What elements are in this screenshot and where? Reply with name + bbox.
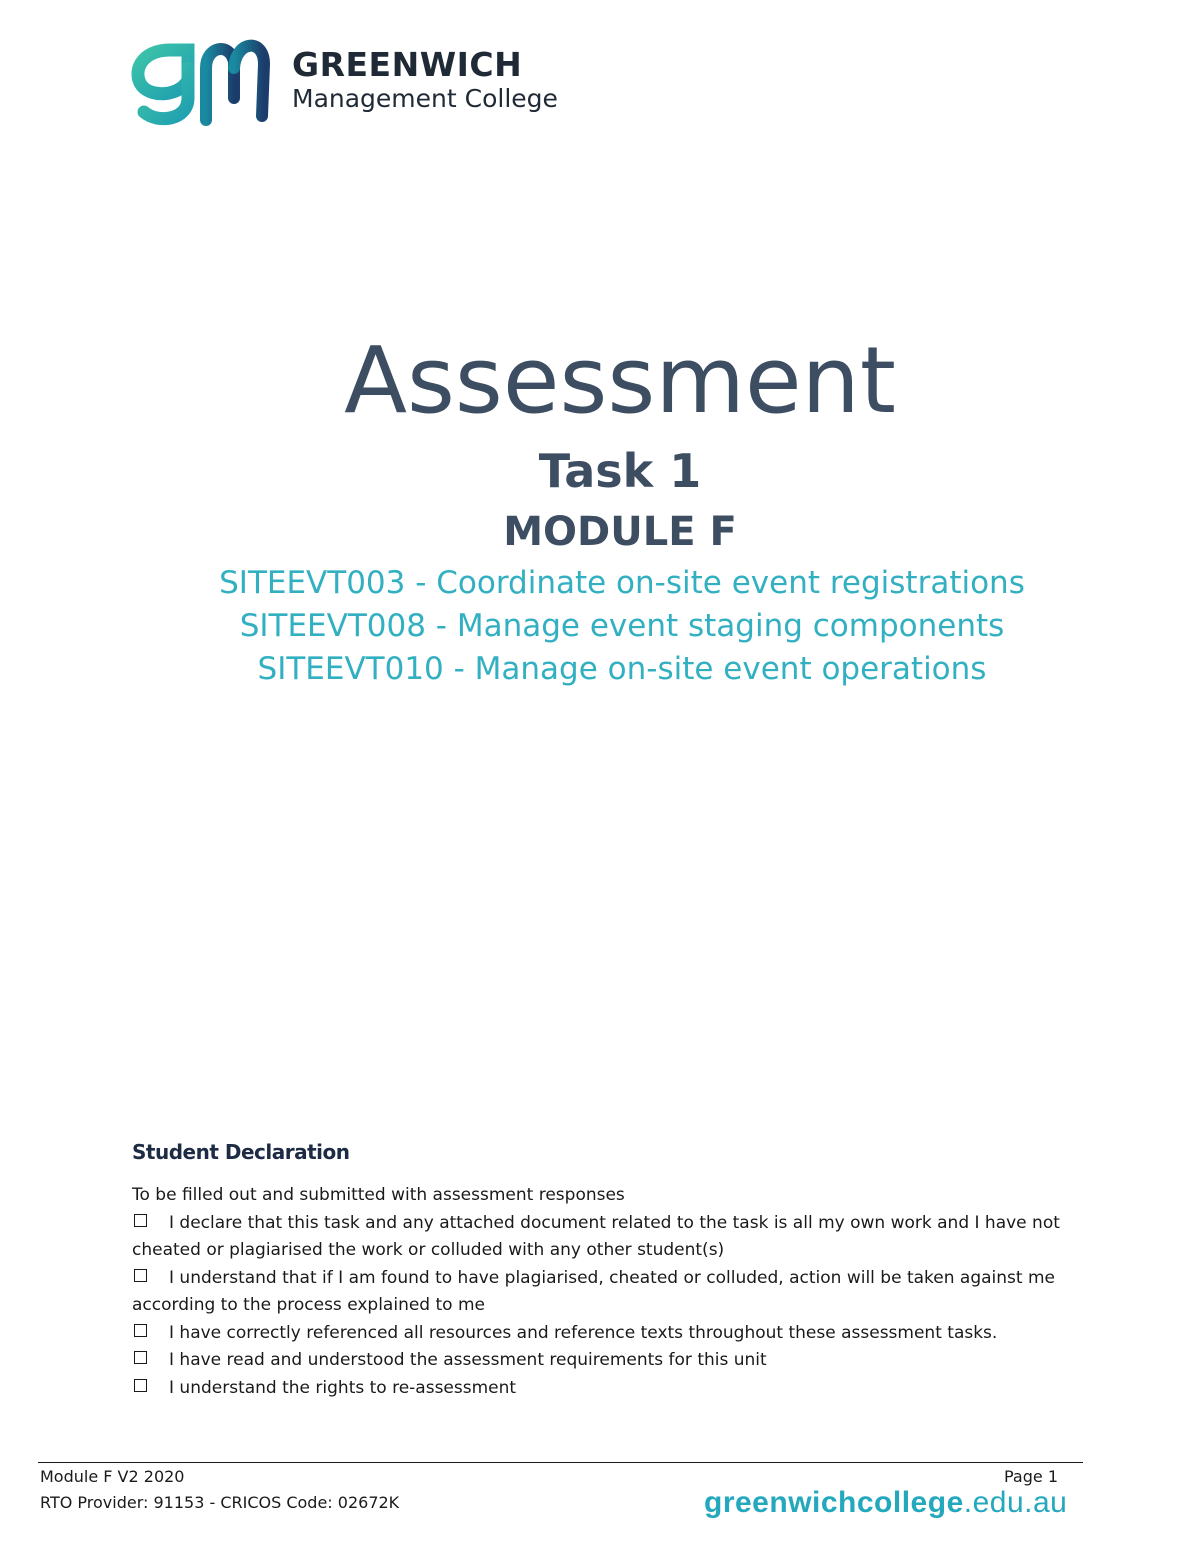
- unit-line: SITEEVT008 - Manage event staging components: [239, 608, 1005, 644]
- footer-version: Module F V2 2020: [40, 1467, 185, 1486]
- checkbox[interactable]: [134, 1269, 147, 1282]
- declaration-item: [132, 1265, 1092, 1320]
- module-heading: MODULE F: [503, 509, 737, 555]
- checkbox[interactable]: [134, 1324, 147, 1337]
- declaration-item-text: I have correctly referenced all resources and reference texts throughout these assessment tasks.: [169, 1322, 998, 1343]
- checkbox[interactable]: [134, 1214, 147, 1227]
- college-logo: [130, 28, 570, 128]
- unit-line: SITEEVT010 - Manage on-site event operations: [257, 651, 987, 687]
- footer-info: [40, 1464, 399, 1516]
- declaration-item: [132, 1320, 1092, 1348]
- footer-provider: RTO Provider: 91153 - CRICOS Code: 02672K: [40, 1493, 400, 1512]
- footer-website-tld: .edu.au: [963, 1486, 1068, 1519]
- logo-subtitle: Management College: [292, 84, 558, 113]
- declaration-item: [132, 1347, 1092, 1375]
- gm-logo-mark-icon: [130, 28, 275, 128]
- student-declaration: [132, 1140, 1092, 1402]
- declaration-item: [132, 1210, 1092, 1265]
- footer-divider: [38, 1462, 1083, 1463]
- declaration-item: [132, 1375, 1092, 1403]
- checkbox[interactable]: [134, 1379, 147, 1392]
- page-title: Assessment: [344, 327, 896, 434]
- unit-list: [0, 562, 1200, 691]
- footer-website-domain: greenwichcollege: [704, 1486, 964, 1519]
- logo-name: GREENWICH: [292, 45, 523, 84]
- checkbox[interactable]: [134, 1351, 147, 1364]
- declaration-intro: To be filled out and submitted with assessment responses: [132, 1185, 625, 1205]
- declaration-item-text: I have read and understood the assessment requirements for this unit: [169, 1350, 767, 1370]
- page-number: Page 1: [1004, 1467, 1058, 1486]
- declaration-item-text: I understand the rights to re-assessment: [169, 1377, 517, 1398]
- declaration-item-text: I declare that this task and any attached document related to the task is all my own work and I have not cheated or plagiarised the work or colluded with any other student(s): [132, 1212, 1060, 1260]
- unit-line: SITEEVT003 - Coordinate on-site event registrations: [219, 565, 1025, 601]
- task-heading: Task 1: [538, 444, 702, 498]
- footer-website: [704, 1486, 1067, 1520]
- declaration-item-text: I understand that if I am found to have plagiarised, cheated or colluded, action will be taken against me according to the process explained to me: [132, 1267, 1055, 1315]
- declaration-title: Student Declaration: [132, 1140, 350, 1164]
